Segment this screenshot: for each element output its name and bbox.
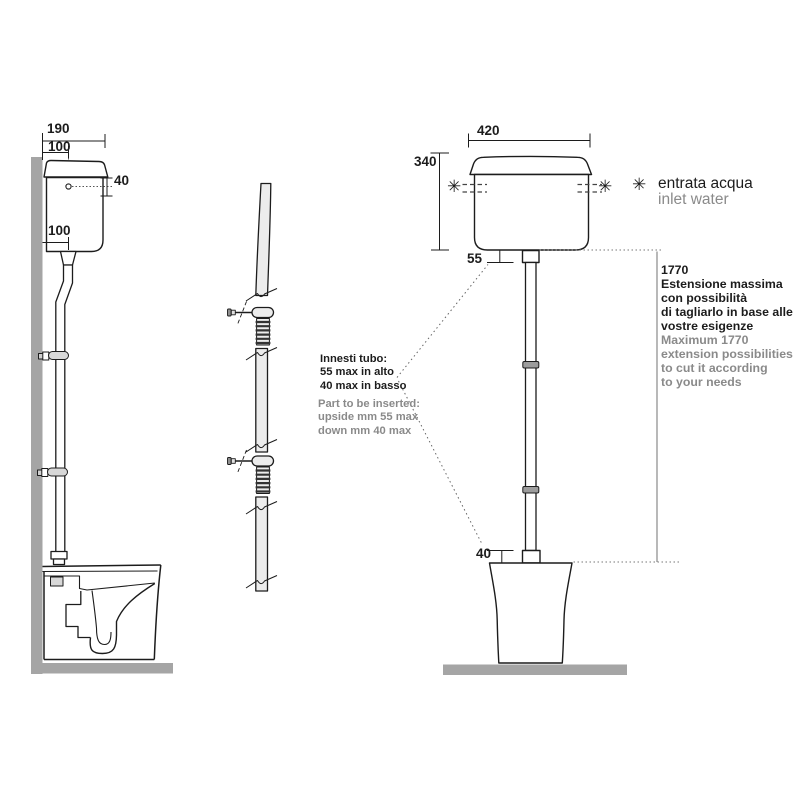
dim-1770-lines: [540, 250, 682, 562]
pipe-connector-detail: [228, 302, 274, 346]
pipe-collar-1: [523, 362, 539, 369]
toilet-bowl-section: [43, 565, 161, 660]
ext-line: vostre esigenze: [661, 319, 754, 333]
pipe-collar-2: [523, 487, 539, 494]
cistern-front: [470, 156, 592, 250]
ext-line: Estensione massima: [661, 277, 783, 291]
floor-section-right: [443, 665, 627, 676]
dim-width-front-label: 420: [477, 123, 500, 138]
dim-hole-offset-label: 100: [48, 139, 71, 154]
ext-line: 1770: [661, 263, 689, 277]
ext-line: di tagliarlo in base alle: [661, 305, 793, 319]
floor-section-left: [31, 663, 173, 674]
inlet-asterisk-icon-left: ✳: [447, 177, 462, 196]
front-view-group: [431, 134, 682, 676]
dim-height-front-label: 340: [414, 154, 437, 169]
pipe-bowl-connector: [51, 552, 67, 565]
wall-clamp-1: [39, 352, 69, 361]
pipe-segment-1: [256, 184, 271, 296]
bottom-connector-cube: [523, 551, 541, 564]
wall-section: [31, 157, 43, 674]
pedestal: [490, 563, 573, 663]
note-line: Innesti tubo:: [320, 353, 388, 365]
outlet-cube: [523, 251, 540, 263]
dim-insert-bottom-label: 40: [476, 546, 492, 561]
inlet-asterisk-icon-legend: ✳: [632, 175, 647, 194]
inlet-spud: [51, 577, 64, 586]
flush-pipe-front: [526, 263, 537, 551]
pipe-segment-2: [256, 349, 268, 453]
ext-line: con possibilità: [661, 291, 748, 305]
ext-line: to cut it according: [661, 361, 768, 375]
ext-line: extension possibilities: [661, 347, 793, 361]
dim-width-side-label: 190: [47, 121, 70, 136]
dim-outlet-offset-label: 100: [48, 223, 71, 238]
note-line: 40 max in basso: [320, 379, 407, 392]
flush-pipe-side: [56, 252, 76, 553]
wall-clamp-2: [38, 468, 68, 477]
note-line: down mm 40 max: [318, 424, 412, 437]
inlet-hole: [66, 184, 71, 189]
inlet-asterisk-icon-right: ✳: [598, 177, 613, 196]
side-view-group: [31, 133, 173, 674]
note-line: upside mm 55 max: [318, 411, 419, 424]
pipe-segment-3: [256, 497, 268, 591]
note-line: Part to be inserted:: [318, 398, 420, 410]
dim-hole-depth-label: 40: [114, 173, 130, 188]
note-line: 55 max in alto: [320, 366, 394, 379]
dim-insert-top-label: 55: [467, 251, 483, 266]
dim-55-bracket: [487, 251, 514, 263]
leader-line-top: [397, 265, 488, 378]
ext-line: Maximum 1770: [661, 333, 749, 347]
ext-line: to your needs: [661, 375, 742, 389]
inlet-label-english: inlet water: [658, 191, 729, 208]
inlet-label-italian: entrata acqua: [658, 175, 753, 192]
